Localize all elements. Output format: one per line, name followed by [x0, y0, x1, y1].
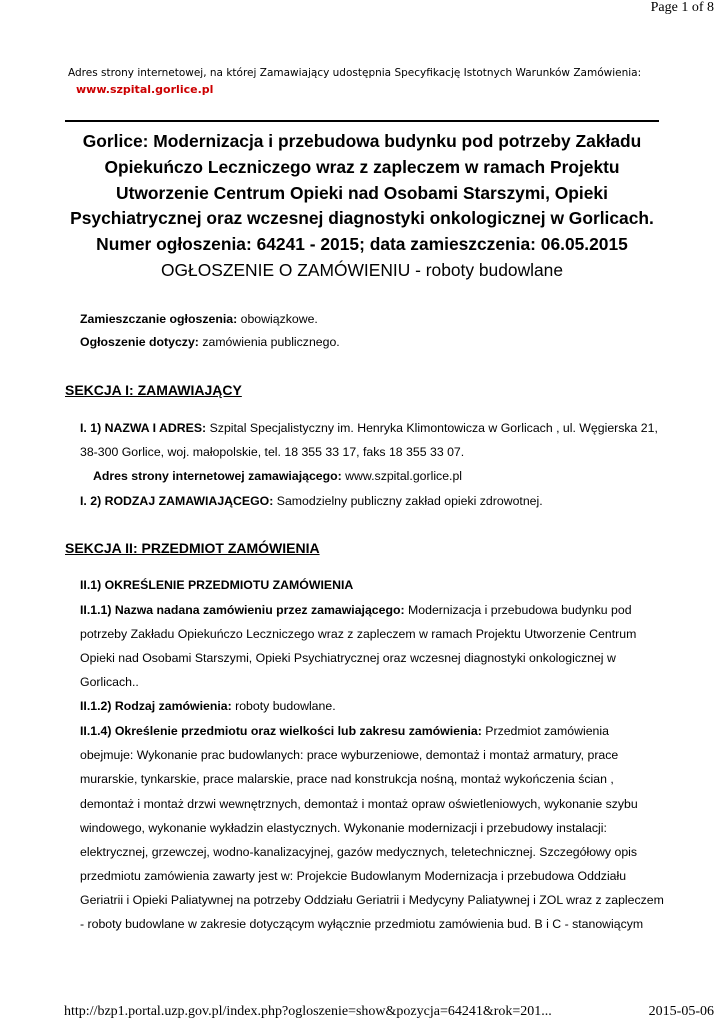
section2-heading: SEKCJA II: PRZEDMIOT ZAMÓWIENIA	[65, 540, 320, 556]
order-name-row	[80, 603, 632, 617]
title-line: Numer ogłoszenia: 64241 - 2015; data zamieszczenia: 06.05.2015	[96, 234, 628, 255]
scope-label: II.1.4) Określenie przedmiotu oraz wielkości lub zakresu zamówienia:	[80, 724, 482, 738]
order-name-line: potrzeby Zakładu Opiekuńczo Leczniczego wraz z zapleczem w ramach Projektu Utworzenie Centrum	[80, 627, 637, 641]
posting-row	[80, 312, 318, 326]
order-name-line: Gorlicach..	[80, 675, 139, 689]
contracting-type-row	[80, 494, 543, 508]
name-address-line2: 38-300 Gorlice, woj. małopolskie, tel. 18 355 33 17, faks 18 355 33 07.	[80, 445, 465, 459]
order-name-line: Modernizacja i przebudowa budynku pod	[408, 603, 632, 617]
scope-row	[80, 724, 609, 738]
notice-subtitle: OGŁOSZENIE O ZAMÓWIENIU - roboty budowlane	[160, 259, 564, 280]
posting-label: Zamieszczanie ogłoszenia:	[80, 312, 238, 326]
title-line: Opiekuńczo Leczniczego wraz z zapleczem w ramach Projektu	[104, 156, 620, 177]
section1-heading: SEKCJA I: ZAMAWIAJĄCY	[65, 382, 242, 398]
name-address-row	[80, 421, 658, 435]
name-address-label: I. 1) NAZWA I ADRES:	[80, 421, 207, 435]
scope-line: - roboty budowlane w zakresie dotyczącym wyłącznie przedmiotu zamówienia bud. B i C - stanowiącym	[80, 917, 644, 931]
name-address-value: Szpital Specjalistyczny im. Henryka Klimontowicza w Gorlicach , ul. Węgierska 21,	[209, 421, 658, 435]
scope-line: Geriatrii i Opieki Paliatywnej na potrzeby Oddziału Geriatrii i Medycyny Paliatywnej i ZOL wraz z zapleczem	[80, 893, 664, 907]
siwz-address-note: Adres strony internetowej, na której Zamawiający udostępnia Specyfikację Istotnych Warunków Zamówienia:	[68, 67, 642, 79]
footer-date: 2015-05-06	[648, 1004, 714, 1019]
notice-title	[62, 129, 662, 284]
siwz-url-link[interactable]: www.szpital.gorlice.pl	[76, 83, 214, 96]
order-kind-row	[80, 699, 336, 713]
scope-line: demontaż i montaż drzwi wewnętrznych, demontaż i montaż opraw oświetleniowych, wykonanie szybu	[80, 797, 638, 811]
order-kind-value: roboty budowlane.	[235, 699, 336, 713]
scope-line: Przedmiot zamówienia	[485, 724, 609, 738]
website-row	[93, 469, 462, 483]
footer-url[interactable]: http://bzp1.portal.uzp.gov.pl/index.php?ogloszenie=show&pozycja=64241&rok=201...	[64, 1004, 552, 1019]
order-kind-label: II.1.2) Rodzaj zamówienia:	[80, 699, 232, 713]
scope-line: obejmuje: Wykonanie prac budowlanych: prace wyburzeniowe, demontaż i montaż armatury, prace	[80, 748, 619, 762]
title-line: Gorlice: Modernizacja i przebudowa budynku pod potrzeby Zakładu	[82, 131, 642, 151]
posting-value: obowiązkowe.	[240, 312, 318, 326]
scope-line: murarskie, tynkarskie, prace malarskie, prace nad konstrukcja nośną, montaż wykończenia ścian ,	[80, 772, 614, 786]
subject-subheading: II.1) OKREŚLENIE PRZEDMIOTU ZAMÓWIENIA	[80, 578, 354, 592]
scope-line: przedmiotu zamówienia zawarty jest w: Projekcie Budowlanym Modernizacja i przebudowa Oddziału	[80, 869, 627, 883]
title-line: Utworzenie Centrum Opieki nad Osobami Starszymi, Opieki	[116, 182, 608, 203]
page-number: Page 1 of 8	[650, 0, 714, 15]
order-name-label: II.1.1) Nazwa nadana zamówieniu przez zamawiającego:	[80, 603, 405, 617]
title-divider	[65, 120, 659, 122]
concerns-value: zamówienia publicznego.	[202, 335, 340, 349]
concerns-row	[80, 335, 340, 349]
website-label: Adres strony internetowej zamawiającego:	[93, 469, 342, 483]
website-value: www.szpital.gorlice.pl	[345, 469, 463, 483]
concerns-label: Ogłoszenie dotyczy:	[80, 335, 199, 349]
scope-line: elektrycznej, grzewczej, wodno-kanalizacyjnej, gazów medycznych, teletechnicznej. Szczegółowy opis	[80, 845, 638, 859]
title-line: Psychiatrycznej oraz wczesnej diagnostyki onkologicznej w Gorlicach.	[70, 208, 654, 229]
contracting-type-value: Samodzielny publiczny zakład opieki zdrowotnej.	[276, 494, 543, 508]
order-name-line: Opieki nad Osobami Starszymi, Opieki Psychiatrycznej oraz wczesnej diagnostyki onkologicznej w	[80, 651, 616, 665]
contracting-type-label: I. 2) RODZAJ ZAMAWIAJĄCEGO:	[80, 494, 274, 508]
scope-line: windowego, wykonanie wykładzin elastycznych. Wykonanie modernizacji i przebudowy instalacji:	[80, 821, 607, 835]
